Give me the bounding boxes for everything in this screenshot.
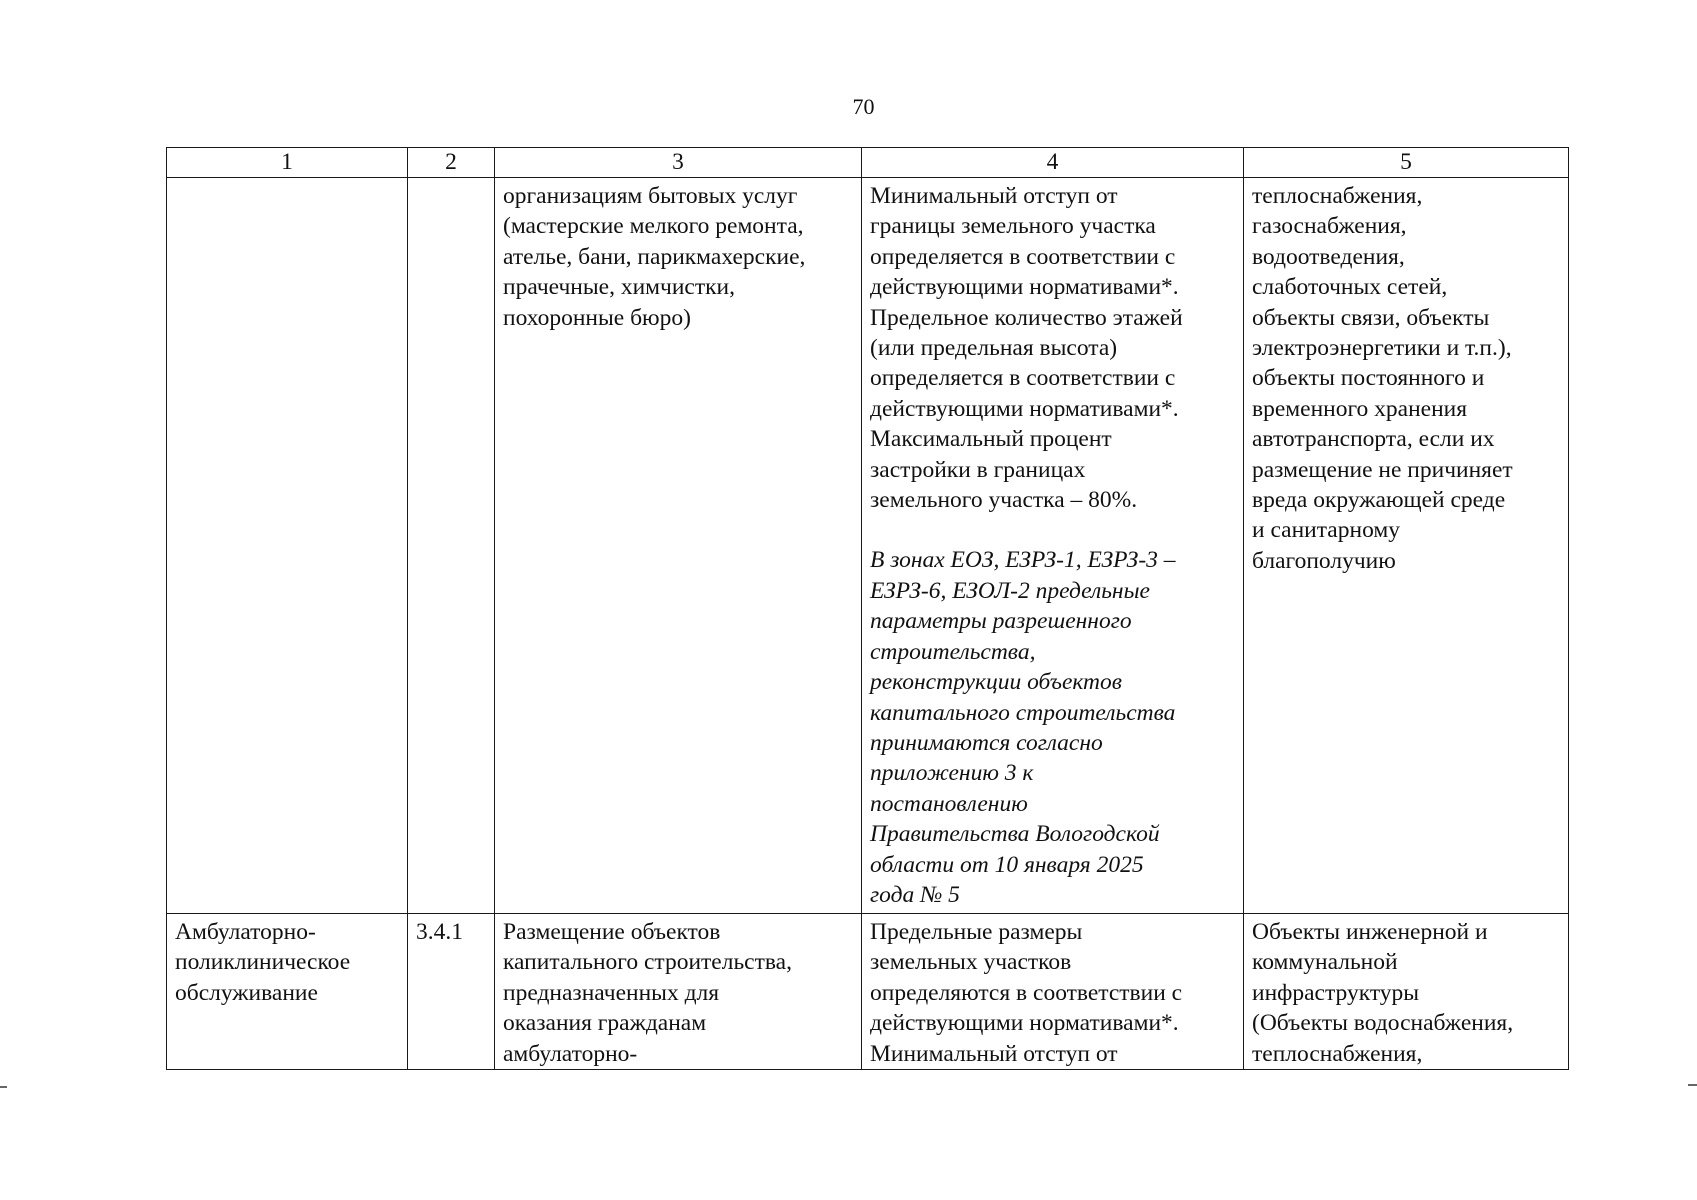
table-row xyxy=(167,178,1569,914)
scan-mark-right xyxy=(1688,1084,1697,1086)
parameters-cell xyxy=(862,178,1244,914)
use-type-cell xyxy=(167,178,408,914)
page-number: 70 xyxy=(852,94,875,119)
use-code-cell: 3.4.1 xyxy=(408,914,495,1070)
parameters-cell: Предельные размеры земельных участков определяются в соответствии с действующими нормативами*. Минимальный отступ от xyxy=(862,914,1244,1070)
land-use-table xyxy=(166,147,1569,1070)
use-description-cell: Размещение объектов капитального строительства, предназначенных для оказания гражданам амбулаторно- xyxy=(495,914,862,1070)
table-row xyxy=(167,914,1569,1070)
auxiliary-objects-cell: теплоснабжения, газоснабжения, водоотведения, слаботочных сетей, объекты связи, объекты электроэнергетики и т.п.), объекты постоянного и временного хранения автотранспорта, если их размещение не причиняет вреда окружающей среде и санитарному благополучию xyxy=(1244,178,1569,914)
zone-parameters-note: В зонах ЕОЗ, ЕЗРЗ-1, ЕЗРЗ-3 – ЕЗРЗ-6, ЕЗОЛ-2 предельные параметры разрешенного строительства, реконструкции объектов капитального строительства принимаются согласно приложению 3 к постановлению Правительства Вологодской области от 10 января 2025 года № 5 xyxy=(870,547,1176,908)
column-number-4: 4 xyxy=(862,148,1244,178)
scan-mark-left xyxy=(0,1086,7,1088)
table-header-row xyxy=(167,148,1569,178)
column-number-2: 2 xyxy=(408,148,495,178)
column-number-3: 3 xyxy=(495,148,862,178)
use-description-cell: организациям бытовых услуг (мастерские мелкого ремонта, ателье, бани, парикмахерские, прачечные, химчистки, похоронные бюро) xyxy=(495,178,862,914)
auxiliary-objects-cell: Объекты инженерной и коммунальной инфраструктуры (Объекты водоснабжения, теплоснабжения, xyxy=(1244,914,1569,1070)
parameters-text: Минимальный отступ от границы земельного участка определяется в соответствии с действующими нормативами*. Предельное количество этажей (или предельная высота) определяется в соответствии с действующими нормативами*. Максимальный процент застройки в границах земельного участка – 80%. xyxy=(870,183,1183,514)
use-code-cell xyxy=(408,178,495,914)
column-number-1: 1 xyxy=(167,148,408,178)
use-type-cell: Амбулаторно- поликлиническое обслуживание xyxy=(167,914,408,1070)
column-number-5: 5 xyxy=(1244,148,1569,178)
